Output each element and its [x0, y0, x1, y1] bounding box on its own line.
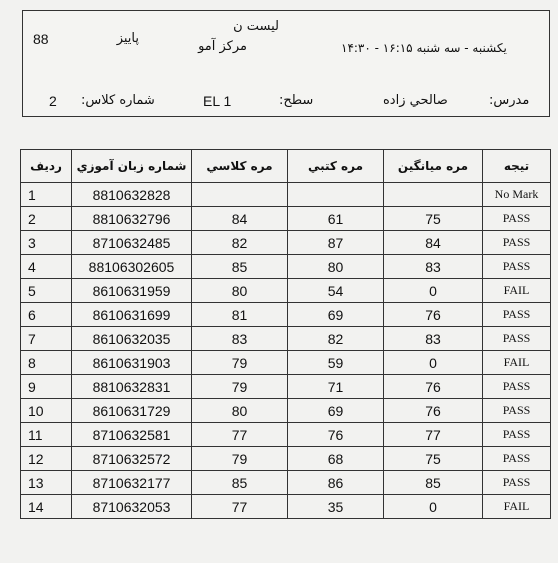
- class-score-cell: [192, 183, 288, 207]
- average-score-cell: 75: [384, 447, 483, 471]
- row-number-cell: 12: [21, 447, 72, 471]
- average-score-cell: 0: [384, 495, 483, 519]
- student-id-cell: 8610631903: [72, 351, 192, 375]
- class-score-cell: 80: [192, 399, 288, 423]
- written-score-cell: 82: [288, 327, 384, 351]
- center-name: مرکز آمو: [198, 39, 247, 54]
- table-row: [21, 495, 551, 519]
- level-label: سطح:: [279, 93, 314, 108]
- column-header-row: رديف: [21, 150, 72, 183]
- student-id-cell: 8710632053: [72, 495, 192, 519]
- student-id-cell: 8810632828: [72, 183, 192, 207]
- row-number-cell: 4: [21, 255, 72, 279]
- student-id-cell: 8810632831: [72, 375, 192, 399]
- table-row: [21, 423, 551, 447]
- written-score-cell: 86: [288, 471, 384, 495]
- written-score-cell: 69: [288, 303, 384, 327]
- student-id-cell: 8710632485: [72, 231, 192, 255]
- average-score-cell: 76: [384, 303, 483, 327]
- term-label: پاییز: [116, 31, 139, 46]
- average-score-cell: 0: [384, 351, 483, 375]
- written-score-cell: 68: [288, 447, 384, 471]
- result-cell: PASS: [483, 303, 551, 327]
- result-cell: PASS: [483, 255, 551, 279]
- class-score-cell: 77: [192, 495, 288, 519]
- written-score-cell: 69: [288, 399, 384, 423]
- student-id-cell: 8610631729: [72, 399, 192, 423]
- written-score-cell: [288, 183, 384, 207]
- level-value: EL 1: [203, 93, 232, 109]
- column-header-class-score: مره كلاسي: [192, 150, 288, 183]
- row-number-cell: 5: [21, 279, 72, 303]
- written-score-cell: 80: [288, 255, 384, 279]
- table-row: [21, 399, 551, 423]
- average-score-cell: 85: [384, 471, 483, 495]
- average-score-cell: 83: [384, 327, 483, 351]
- class-number-value: 2: [49, 93, 57, 109]
- teacher-name: صالحي زاده: [383, 93, 448, 108]
- student-id-cell: 8710632177: [72, 471, 192, 495]
- average-score-cell: 77: [384, 423, 483, 447]
- column-header-written-score: مره كتبي: [288, 150, 384, 183]
- table-row: [21, 207, 551, 231]
- table-row: [21, 279, 551, 303]
- result-cell: FAIL: [483, 495, 551, 519]
- table-row: [21, 231, 551, 255]
- written-score-cell: 35: [288, 495, 384, 519]
- student-id-cell: 8710632581: [72, 423, 192, 447]
- class-number-label: شماره کلاس:: [81, 93, 155, 108]
- table-row: [21, 183, 551, 207]
- written-score-cell: 59: [288, 351, 384, 375]
- average-score-cell: 84: [384, 231, 483, 255]
- average-score-cell: 76: [384, 399, 483, 423]
- average-score-cell: 83: [384, 255, 483, 279]
- written-score-cell: 54: [288, 279, 384, 303]
- student-id-cell: 8610631959: [72, 279, 192, 303]
- class-score-cell: 79: [192, 351, 288, 375]
- average-score-cell: 76: [384, 375, 483, 399]
- written-score-cell: 61: [288, 207, 384, 231]
- list-title: لیست ن: [233, 19, 279, 34]
- average-score-cell: 0: [384, 279, 483, 303]
- class-score-cell: 79: [192, 375, 288, 399]
- result-cell: PASS: [483, 231, 551, 255]
- class-score-cell: 84: [192, 207, 288, 231]
- class-score-cell: 80: [192, 279, 288, 303]
- class-score-cell: 85: [192, 471, 288, 495]
- row-number-cell: 13: [21, 471, 72, 495]
- table-row: [21, 303, 551, 327]
- result-cell: PASS: [483, 327, 551, 351]
- result-cell: PASS: [483, 447, 551, 471]
- result-cell: PASS: [483, 471, 551, 495]
- row-number-cell: 11: [21, 423, 72, 447]
- column-header-student-id: شماره زبان آموزي: [72, 150, 192, 183]
- class-score-cell: 77: [192, 423, 288, 447]
- grades-table: [20, 149, 551, 519]
- result-cell: PASS: [483, 423, 551, 447]
- class-score-cell: 79: [192, 447, 288, 471]
- table-row: [21, 327, 551, 351]
- student-id-cell: 88106302605: [72, 255, 192, 279]
- table-row: [21, 255, 551, 279]
- row-number-cell: 3: [21, 231, 72, 255]
- row-number-cell: 2: [21, 207, 72, 231]
- row-number-cell: 14: [21, 495, 72, 519]
- row-number-cell: 9: [21, 375, 72, 399]
- class-score-cell: 85: [192, 255, 288, 279]
- class-score-cell: 82: [192, 231, 288, 255]
- result-cell: PASS: [483, 375, 551, 399]
- class-schedule: یکشنبه - سه شنبه ۱۶:۱۵ - ۱۴:۳۰: [341, 41, 507, 55]
- row-number-cell: 8: [21, 351, 72, 375]
- table-header-row: [21, 150, 551, 183]
- row-number-cell: 6: [21, 303, 72, 327]
- class-score-cell: 83: [192, 327, 288, 351]
- column-header-result: تيجه: [483, 150, 551, 183]
- average-score-cell: 75: [384, 207, 483, 231]
- table-row: [21, 447, 551, 471]
- class-score-cell: 81: [192, 303, 288, 327]
- table-row: [21, 375, 551, 399]
- result-cell: FAIL: [483, 279, 551, 303]
- student-id-cell: 8610632035: [72, 327, 192, 351]
- row-number-cell: 1: [21, 183, 72, 207]
- student-id-cell: 8710632572: [72, 447, 192, 471]
- class-info-header: [22, 10, 550, 117]
- written-score-cell: 87: [288, 231, 384, 255]
- average-score-cell: [384, 183, 483, 207]
- result-cell: PASS: [483, 207, 551, 231]
- table-row: [21, 351, 551, 375]
- column-header-average-score: مره ميانگين: [384, 150, 483, 183]
- student-id-cell: 8810632796: [72, 207, 192, 231]
- table-row: [21, 471, 551, 495]
- written-score-cell: 76: [288, 423, 384, 447]
- row-number-cell: 10: [21, 399, 72, 423]
- student-id-cell: 8610631699: [72, 303, 192, 327]
- result-cell: PASS: [483, 399, 551, 423]
- grade-rows: [21, 183, 551, 519]
- result-cell: FAIL: [483, 351, 551, 375]
- result-cell: No Mark: [483, 183, 551, 207]
- written-score-cell: 71: [288, 375, 384, 399]
- term-code: 88: [33, 31, 49, 47]
- row-number-cell: 7: [21, 327, 72, 351]
- teacher-label: مدرس:: [489, 93, 530, 108]
